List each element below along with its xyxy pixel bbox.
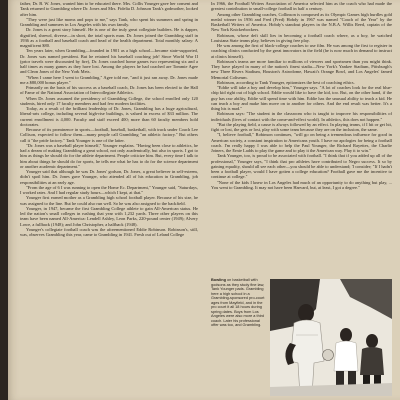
left-column-paragraph: Ten years later, when Grambling—founded in 1901 as a high school—became state-supported, Dr. Jones was named president. But he retained his baseball coaching job! Since World War II (prior travels were discounted by fire), Dr. Jones coached home games two representing six and a half times as many games as they have lost. Among the players he had coached are Tommie Agee and Cleon Jones of the New York Mets.	[20, 48, 198, 75]
left-column-paragraph: Younger, in 1947, became the first Grambling College athlete to gain All-American status. He led the nation's small colleges in rushing that year with 1,232 yards. Three other players on this team have been named All-America: Lendell Ashley, Leon Parks, 220-pound center (1949); Alvery Lowe, a fullback (1948); and John Christopher, a halfback (1948).	[20, 205, 198, 227]
left-column-paragraph: "They were just like moms and pops to me," says Tank, who spent his summers and spring in Grambling and summers in Los Angeles with his own family.	[20, 16, 198, 27]
right-column-paragraph: Robinson, according to Tank Younger, epitomizes the best of coaching ethics.	[217, 79, 355, 85]
right-column-paragraph: "None of the kids I knew in Los Angeles had much of an opportunity to do anything but play, ... You went to Grambling. It may not have been Harvard, but, at least, I got a degree."	[211, 179, 392, 190]
photo-coach-with-children	[270, 279, 392, 396]
right-column-paragraph: In 1966, the Football Writers Association of America selected him as the coach who had made the greatest contribution to small-college football in half a century.	[211, 1, 392, 12]
left-column-paragraph: "When I came here I went to Grambling," Agee told me, "and it just ran away. Dr. Jones made me a $80,000 bonus player."	[20, 74, 198, 85]
left-column-paragraph: Today, as a result of the brilliant leadership of Dr. Jones, Grambling has a huge agricultural, liberal-arts college, including several high-rise buildings, is valued in excess of $33 million. The current enrollment is 4,000. Faculty and staff exceed 400; more than 60 faculty members hold doctorates.	[20, 106, 198, 127]
right-column-paragraph: He was among the first of black-college coaches to use film. He was among the first to register in coaching clinics conducted by the great innovators in the field (he is now much in demand to instruct at clinics himself).	[211, 43, 392, 59]
left-column-paragraph: "From the age of 6 I was running to open the Home Ec. Department," Younger said, "Saturdays, I worked rates. And I had regular study hours—which I kept, at that."	[20, 184, 198, 195]
left-column-paragraph: Because of its prominence in sports—football, baseball, basketball, with track under Coach Lee Collison, expected to follow them—many people call Grambling "an athletic factory." But others call it "the pride factory." Tank Younger is one of the latter.	[20, 127, 198, 143]
right-text-column	[211, 1, 392, 274]
left-column-paragraph: Primarily on the basis of his success as a baseball coach, Dr. Jones has been elected to the Hall of Fame of the National Association of Intercollegiate Athletics.	[20, 85, 198, 96]
left-column-paragraph: When Dr. Jones assumed the presidency of Grambling College, the school enrolled only 120 students, hired only 17 faculty members and had few modern facilities.	[20, 95, 198, 106]
right-column-paragraph: Robinson's teams are more familiar to millions of viewers and sportsmen than you might think. They have played in many of the nation's finest stadia—New York's Yankee Stadium, Pittsburgh's new Three Rivers Stadium, Houston's Astrodome, Hawaii's Orange Bowl, and Los Angeles' famed Memorial Coliseum.	[211, 58, 392, 80]
left-column-paragraph: Younger's collegiate football coach was the aforementioned Eddie Robinson. Robinson's, still, was, observes Grambling this year, came to Grambling in 1941. Fresh out of Leland College	[20, 226, 198, 237]
magazine-page	[8, 0, 400, 400]
photo-image	[270, 279, 392, 396]
right-column-paragraph: "But the playing field, a cause is always followed by an effect. In playing teams, if I hit or get hit, fight or lost, the gets or lost, play with some team because they are on the inclusion, the same.	[211, 121, 392, 132]
caption-lead: Bowling	[211, 278, 226, 282]
right-column-paragraph: Robinson, whose deft skill lies in becoming a football coach where, as a boy, he watched Louisiana State teams play, believes in giving free play.	[211, 32, 392, 43]
right-column-paragraph: Among other Grambling coaches, Collinson is composed as its Olympic Games high hurdles gold medal winner in 1956 and Fred (Fred) Hobdy in 1967 was named "Coach of the Year" by the Basketball Writers of America. Hobdy's standout players in the N.B.A. Willis Reed, captain of the New York Knickerbockers.	[211, 11, 392, 33]
left-column-paragraph: "Dr. Jones was a baseball player himself," Younger explains. "Having been close to athletics, he had a dream of making Grambling a great school, not only academically, but also in sports. I got to him as things he should do for the athlete department. People criticize him. But, every time I talk to him about things he should do for sports, he tells me what he has to do for the science department or another academic department."	[20, 142, 198, 169]
right-column-paragraph: Tank Younger, too, is proud to be associated with football. "I think that if you added up all of the professional," Younger says, "I think that pro athletes have contributed to Negro success. It so by gaining equality, should all see each other—you should be able to understand; 'I consider; "If I hadn't been a football player, would I have gotten a college education? Football gave me the incentive to continue at college."	[211, 153, 392, 180]
left-column-paragraph: Younger said that although he was Dr. Jones' godson, Dr. Jones, a great believer in self-esteem, didn't spoil him. Dr. Jones gave Younger, who attended all of his education in Grambling, job responsibilities at an early age.	[20, 169, 198, 185]
left-text-column	[20, 1, 198, 398]
right-column-paragraph: "Eddie will take a boy and develop him," Younger says. "A lot of coaches look for the real blue-chip kid right out of high school. Eddie would like to have the kid, too. But, on the other hand, if the guy has raw ability, Eddie will spend time with him. Eddie has the unusual ability to teach a kid. He can teach a boy and make him move on to another for others. And the end result was better. It's a thing his is mad."	[211, 85, 392, 111]
right-column-paragraph: Robinson says: "The student in the classroom who is taught to improve his responsibilities of individuals (lives of contact with the come-and-effect world). In athletics, this does not happen."	[211, 111, 392, 122]
left-column-paragraph: Dr. Jones is a great story himself. He is one of the truly great collegiate builders. He is dapper, dignified, shrewd, diverse—in short, the total sports man. Dr. Jones joined the Grambling staff in 1936 as a football and baseball coach and head of the health department. Total monthly salary: A magnificent $80.	[20, 27, 198, 48]
right-column-paragraph: "I, believe football," Robinson continues, "will go on being a tremendous influence for good in American society, a constant inspiration to Americans youth. I have no apologies for being a football coach. I'm really happy I was able to help the Paul Younger, the Richard Rayettes, the Charlie Joiners, the Ernie Ladds to play the game and to play it the American way. Play it to win."	[211, 132, 392, 153]
left-column-paragraph: father, Dr. B. W. Jones, wanted him to be educated there. Mrs. Collis Younger gave her consent and Tank returned to Grambling where Dr. Jones and Mrs. Fidelia D. Johnson Tank's godmother, looked after him.	[20, 1, 198, 17]
left-column-paragraph: Younger first earned mother as a Grambling high school football player. Because of his size, he was assigned to the line. But he could also run well. So he was also assigned to the backfield.	[20, 195, 198, 206]
photo-caption	[211, 278, 267, 396]
caption-text: on basketball with godsons as they study fine law, Tank Younger pads. Grambling here a high school in a Grambling-sponsored pro-court ages from Mayfield, and in the pro court it all 18 hours during spring dates. Boys from Los Angeles were also more a third coach. Later his professional offer was too, and Grambling.	[211, 278, 265, 328]
